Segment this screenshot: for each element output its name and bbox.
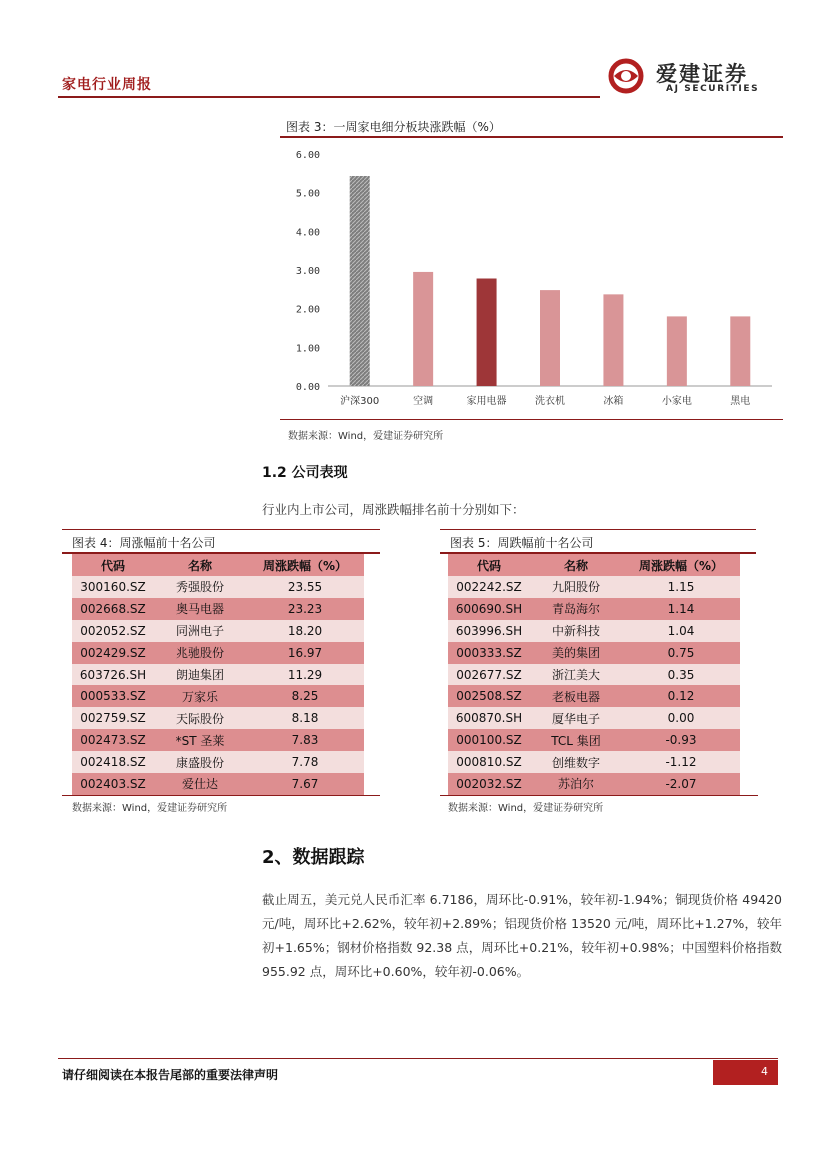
bar-3 (540, 290, 560, 386)
change-pct-cell: 1.14 (622, 598, 740, 620)
x-tick-label: 空调 (413, 396, 434, 407)
change-pct-cell: 23.23 (246, 598, 364, 620)
table5-header-code: 代码 (448, 554, 530, 576)
table5-title: 图表 5：周跌幅前十名公司 (450, 536, 594, 550)
stock-code-cell: 600870.SH (448, 707, 530, 729)
table-row (448, 707, 740, 729)
x-tick-label: 洗衣机 (535, 396, 565, 407)
company-name-cell: 青岛海尔 (530, 598, 622, 620)
change-pct-cell: -0.93 (622, 729, 740, 751)
table-row (448, 751, 740, 773)
table5-source: 数据来源：Wind，爱建证券研究所 (448, 803, 604, 814)
bar-1 (413, 272, 433, 386)
stock-code-cell: 002759.SZ (72, 707, 154, 729)
company-name-cell: 九阳股份 (530, 576, 622, 598)
company-name-cell: 老板电器 (530, 685, 622, 707)
company-name-cell: 创维数字 (530, 751, 622, 773)
table4-header-name: 名称 (154, 554, 246, 576)
stock-code-cell: 002032.SZ (448, 773, 530, 795)
bar-6 (730, 316, 750, 386)
table5-bottom-rule (440, 795, 758, 796)
table4-top-rule (62, 529, 380, 530)
table-row (72, 664, 364, 686)
company-name-cell: 浙江美大 (530, 664, 622, 686)
y-tick-label: 4.00 (295, 227, 320, 239)
change-pct-cell: 1.04 (622, 620, 740, 642)
change-pct-cell: 0.35 (622, 664, 740, 686)
change-pct-cell: -2.07 (622, 773, 740, 795)
table-row (448, 729, 740, 751)
table-row (72, 642, 364, 664)
company-name-cell: 朗迪集团 (154, 664, 246, 686)
company-name-cell: 爱仕达 (154, 773, 246, 795)
bar-5 (667, 316, 687, 386)
figure3-top-rule (280, 136, 783, 138)
y-tick-label: 6.00 (295, 150, 320, 161)
logo-mark-icon (608, 58, 648, 94)
company-name-cell: 兆驰股份 (154, 642, 246, 664)
table4-header-change: 周涨跌幅（%） (246, 554, 364, 576)
header-rule (58, 96, 600, 98)
y-tick-label: 3.00 (295, 266, 320, 277)
footer-disclaimer: 请仔细阅读在本报告尾部的重要法律声明 (62, 1068, 279, 1082)
table-row (448, 773, 740, 795)
company-name-cell: 奥马电器 (154, 598, 246, 620)
stock-code-cell: 000533.SZ (72, 685, 154, 707)
logo-english-text: AJ SECURITIES (666, 84, 760, 94)
company-name-cell: 厦华电子 (530, 707, 622, 729)
stock-code-cell: 002429.SZ (72, 642, 154, 664)
company-logo (608, 56, 778, 100)
stock-code-cell: 603996.SH (448, 620, 530, 642)
table-row (72, 707, 364, 729)
table-row (72, 773, 364, 795)
change-pct-cell: 16.97 (246, 642, 364, 664)
table4-header-code: 代码 (72, 554, 154, 576)
y-tick-label: 2.00 (295, 304, 320, 316)
company-name-cell: 秀强股份 (154, 576, 246, 598)
change-pct-cell: 0.12 (622, 685, 740, 707)
figure3-title: 图表 3：一周家电细分板块涨跌幅（%） (286, 120, 501, 134)
table5-top-rule (440, 529, 756, 530)
stock-code-cell: 002508.SZ (448, 685, 530, 707)
stock-code-cell: 002668.SZ (72, 598, 154, 620)
section-1-2-intro: 行业内上市公司，周涨跌幅排名前十分别如下： (262, 502, 525, 517)
top-losers-table (448, 554, 740, 795)
company-name-cell: 苏泊尔 (530, 773, 622, 795)
stock-code-cell: 002473.SZ (72, 729, 154, 751)
table5-header-name: 名称 (530, 554, 622, 576)
company-name-cell: 康盛股份 (154, 751, 246, 773)
change-pct-cell: 11.29 (246, 664, 364, 686)
figure3-bottom-rule (280, 419, 783, 420)
change-pct-cell: 7.67 (246, 773, 364, 795)
stock-code-cell: 300160.SZ (72, 576, 154, 598)
table-row (448, 576, 740, 598)
bar-4 (603, 294, 623, 386)
stock-code-cell: 000810.SZ (448, 751, 530, 773)
change-pct-cell: 23.55 (246, 576, 364, 598)
table-row (72, 685, 364, 707)
change-pct-cell: 8.18 (246, 707, 364, 729)
bar-0 (350, 176, 370, 386)
y-tick-label: 1.00 (295, 343, 320, 355)
footer-rule (58, 1058, 778, 1059)
table4-source: 数据来源：Wind，爱建证券研究所 (72, 803, 228, 814)
stock-code-cell: 600690.SH (448, 598, 530, 620)
table-row (72, 598, 364, 620)
stock-code-cell: 002052.SZ (72, 620, 154, 642)
logo-chinese-text: 爱建证券 (656, 62, 748, 86)
change-pct-cell: 1.15 (622, 576, 740, 598)
x-tick-label: 黑电 (730, 396, 751, 407)
stock-code-cell: 000100.SZ (448, 729, 530, 751)
change-pct-cell: 8.25 (246, 685, 364, 707)
stock-code-cell: 002242.SZ (448, 576, 530, 598)
company-name-cell: 万家乐 (154, 685, 246, 707)
x-tick-label: 沪深300 (340, 396, 380, 407)
x-tick-label: 家用电器 (466, 396, 507, 407)
stock-code-cell: 603726.SH (72, 664, 154, 686)
section-2-heading: 2、数据跟踪 (262, 847, 365, 868)
table-row (72, 576, 364, 598)
x-tick-label: 小家电 (661, 396, 692, 407)
table-row (72, 620, 364, 642)
stock-code-cell: 002403.SZ (72, 773, 154, 795)
x-tick-label: 冰箱 (603, 396, 624, 407)
company-name-cell: 中新科技 (530, 620, 622, 642)
change-pct-cell: 7.78 (246, 751, 364, 773)
table-row (448, 620, 740, 642)
table-row (72, 729, 364, 751)
y-tick-label: 0.00 (295, 382, 320, 393)
change-pct-cell: -1.12 (622, 751, 740, 773)
table5-header-change: 周涨跌幅（%） (622, 554, 740, 576)
table-row (448, 685, 740, 707)
stock-code-cell: 002677.SZ (448, 664, 530, 686)
y-tick-label: 5.00 (295, 188, 320, 200)
table-row (448, 664, 740, 686)
page-number: 4 (713, 1060, 778, 1085)
figure3-source: 数据来源：Wind，爱建证券研究所 (288, 431, 444, 442)
stock-code-cell: 000333.SZ (448, 642, 530, 664)
section-2-paragraph: 截止周五，美元兑人民币汇率 6.7186，周环比-0.91%，较年初-1.94%；铜现货价格 49420 元/吨，周环比+2.62%，较年初+2.89%；铝现货价格 13520 元/吨，周环比+1.27%，较年初+1.65%；钢材价格指数 92.38 点，周环比+0.21%，较年初+0.98%；中国塑料价格指数 955.92 点，周环比+0.60%，较年初-0.06%。 (262, 892, 782, 979)
sector-change-bar-chart (280, 140, 780, 418)
stock-code-cell: 002418.SZ (72, 751, 154, 773)
change-pct-cell: 0.00 (622, 707, 740, 729)
company-name-cell: 美的集团 (530, 642, 622, 664)
company-name-cell: 天际股份 (154, 707, 246, 729)
section-1-2-heading: 1.2 公司表现 (262, 465, 348, 481)
bar-2 (477, 279, 497, 386)
top-gainers-table (72, 554, 364, 795)
table4-bottom-rule (62, 795, 380, 796)
company-name-cell: 同洲电子 (154, 620, 246, 642)
change-pct-cell: 0.75 (622, 642, 740, 664)
table-row (72, 751, 364, 773)
change-pct-cell: 18.20 (246, 620, 364, 642)
table-row (448, 642, 740, 664)
report-title: 家电行业周报 (62, 77, 152, 93)
change-pct-cell: 7.83 (246, 729, 364, 751)
company-name-cell: *ST 圣莱 (154, 729, 246, 751)
table4-title: 图表 4：周涨幅前十名公司 (72, 536, 216, 550)
table-row (448, 598, 740, 620)
company-name-cell: TCL 集团 (530, 729, 622, 751)
